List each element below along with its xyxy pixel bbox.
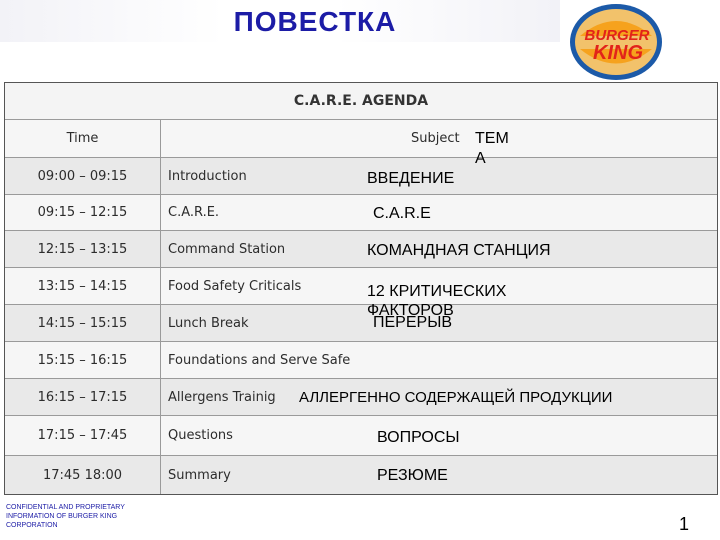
row-time: 12:15 – 13:15 xyxy=(5,231,161,267)
ru-command-station: КОМАНДНАЯ СТАНЦИЯ xyxy=(367,242,551,259)
row-time: 16:15 – 17:15 xyxy=(5,379,161,415)
column-header-time: Time xyxy=(5,120,161,157)
table-row xyxy=(5,456,717,494)
agenda-title: C.A.R.E. AGENDA xyxy=(5,83,717,120)
ru-food-safety-line1: 12 КРИТИЧЕСКИХ xyxy=(367,283,507,300)
row-subject: Command Station xyxy=(168,241,286,257)
table-row xyxy=(5,305,717,342)
confidential-footer xyxy=(6,503,125,530)
row-subject: Food Safety Criticals xyxy=(168,278,302,294)
table-row xyxy=(5,268,717,305)
row-subject: Foundations and Serve Safe xyxy=(168,352,351,368)
table-row xyxy=(5,416,717,456)
ru-care: C.A.R.E xyxy=(373,205,431,222)
table-row xyxy=(5,195,717,231)
subject-ru-label-line1: ТЕМ xyxy=(475,130,509,147)
page-number: 1 xyxy=(679,514,690,534)
row-time: 09:00 – 09:15 xyxy=(5,158,161,194)
agenda-table xyxy=(4,82,718,495)
logo-word-burger: BURGER xyxy=(584,27,650,44)
footer-line: CORPORATION xyxy=(6,522,58,529)
row-time: 14:15 – 15:15 xyxy=(5,305,161,341)
burger-king-logo xyxy=(568,2,664,82)
row-subject: Allergens Trainig xyxy=(168,389,276,405)
table-header-row xyxy=(5,120,717,158)
footer-line: INFORMATION OF BURGER KING xyxy=(6,513,118,520)
row-subject: Introduction xyxy=(168,168,247,184)
column-header-subject: Subject xyxy=(411,131,460,146)
table-row xyxy=(5,231,717,268)
footer-line: CONFIDENTIAL AND PROPRIETARY xyxy=(6,504,125,511)
ru-food-safety-line2: ФАКТОРОВ xyxy=(367,302,454,319)
table-row xyxy=(5,342,717,379)
subject-ru-label-line2: А xyxy=(475,150,486,167)
row-time: 13:15 – 14:15 xyxy=(5,268,161,304)
row-time: 17:15 – 17:45 xyxy=(5,416,161,455)
ru-allergens: АЛЛЕРГЕННО СОДЕРЖАЩЕЙ ПРОДУКЦИИ xyxy=(299,389,613,406)
ru-lunch-break: ПЕРЕРЫВ xyxy=(373,314,453,331)
row-time: 15:15 – 16:15 xyxy=(5,342,161,378)
row-subject: C.A.R.E. xyxy=(168,205,220,220)
ru-questions: ВОПРОСЫ xyxy=(377,429,460,446)
row-time: 09:15 – 12:15 xyxy=(5,195,161,230)
row-subject: Questions xyxy=(168,428,233,443)
table-row xyxy=(5,158,717,195)
slide-title: ПОВЕСТКА xyxy=(233,6,397,37)
row-subject: Summary xyxy=(168,467,231,483)
ru-introduction: ВВЕДЕНИЕ xyxy=(367,170,455,187)
row-time: 17:45 18:00 xyxy=(5,456,161,494)
ru-summary: РЕЗЮМЕ xyxy=(377,467,448,484)
logo-word-king: KING xyxy=(593,42,643,64)
row-subject: Lunch Break xyxy=(168,315,249,331)
